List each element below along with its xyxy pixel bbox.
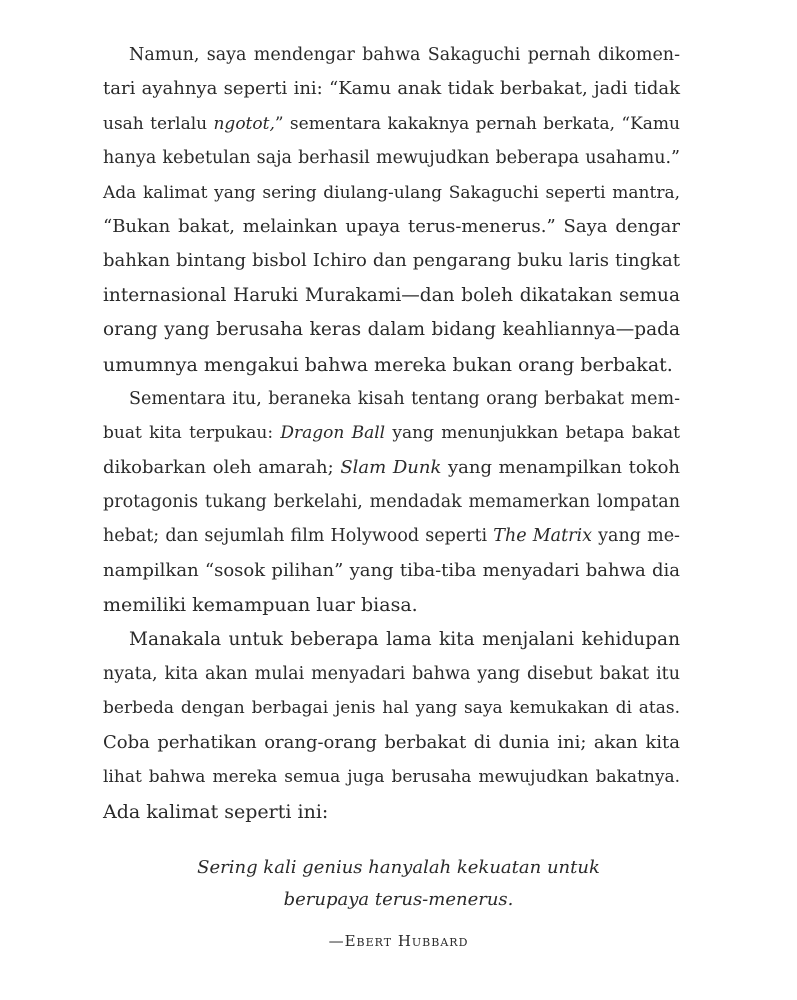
text-line: tari ayahnya seperti ini: “Kamu anak tidak berbakat, jadi tidak (103, 78, 680, 100)
quote-attribution: —Ebert Hubbard (328, 932, 469, 950)
text-line: usah terlalu ngotot,” sementara kakaknya pernah berkata, “Kamu (103, 113, 680, 134)
text-line: Manakala untuk beberapa lama kita menjalani kehidupan (129, 628, 680, 650)
text-line: nampilkan “sosok pilihan” yang tiba-tiba menyadari bahwa dia (103, 559, 680, 581)
text-line: Namun, saya mendengar bahwa Sakaguchi pernah dikomen- (129, 45, 680, 65)
text-line: dikobarkan oleh amarah; Slam Dunk yang menampilkan tokoh (103, 456, 680, 478)
quote-line: berupaya terus-menerus. (283, 889, 514, 910)
text-line: nyata, kita akan mulai menyadari bahwa yang disebut bakat itu (103, 664, 680, 685)
text-line: Coba perhatikan orang-orang berbakat di dunia ini; akan kita (103, 731, 680, 753)
text-line: internasional Haruki Murakami—dan boleh dikatakan semua (103, 284, 680, 306)
epigraph-quote (0, 852, 797, 916)
paragraph-2 (103, 382, 680, 623)
text-line: buat kita terpukau: Dragon Ball yang menunjukkan betapa bakat (103, 423, 680, 444)
text-line: protagonis tukang berkelahi, mendadak memamerkan lompatan (103, 492, 680, 513)
paragraph-3 (103, 623, 680, 829)
text-line: hebat; dan sejumlah film Holywood seperti The Matrix yang me- (103, 526, 680, 547)
text-line: Ada kalimat yang sering diulang-ulang Sakaguchi seperti mantra, (103, 182, 680, 203)
text-line: orang yang berusaha keras dalam bidang keahliannya—pada (103, 319, 680, 341)
body-text (103, 38, 680, 829)
text-line: hanya kebetulan saja berhasil mewujudkan beberapa usahamu.” (103, 148, 680, 169)
text-line: umumnya mengakui bahwa mereka bukan orang berbakat. (103, 353, 673, 376)
text-line: memiliki kemampuan luar biasa. (103, 594, 418, 617)
paragraph-1 (103, 38, 680, 382)
text-line: berbeda dengan berbagai jenis hal yang saya kemukakan di atas. (103, 698, 680, 719)
quote-line: Sering kali genius hanyalah kekuatan untuk (197, 857, 600, 878)
text-line: Sementara itu, beraneka kisah tentang orang berbakat mem- (129, 388, 680, 409)
text-line: bahkan bintang bisbol Ichiro dan pengarang buku laris tingkat (103, 250, 680, 272)
text-line: “Bukan bakat, melainkan upaya terus-menerus.” Saya dengar (103, 215, 680, 237)
text-line: Ada kalimat seperti ini: (103, 800, 329, 823)
text-line: lihat bahwa mereka semua juga berusaha mewujudkan bakatnya. (103, 767, 680, 788)
